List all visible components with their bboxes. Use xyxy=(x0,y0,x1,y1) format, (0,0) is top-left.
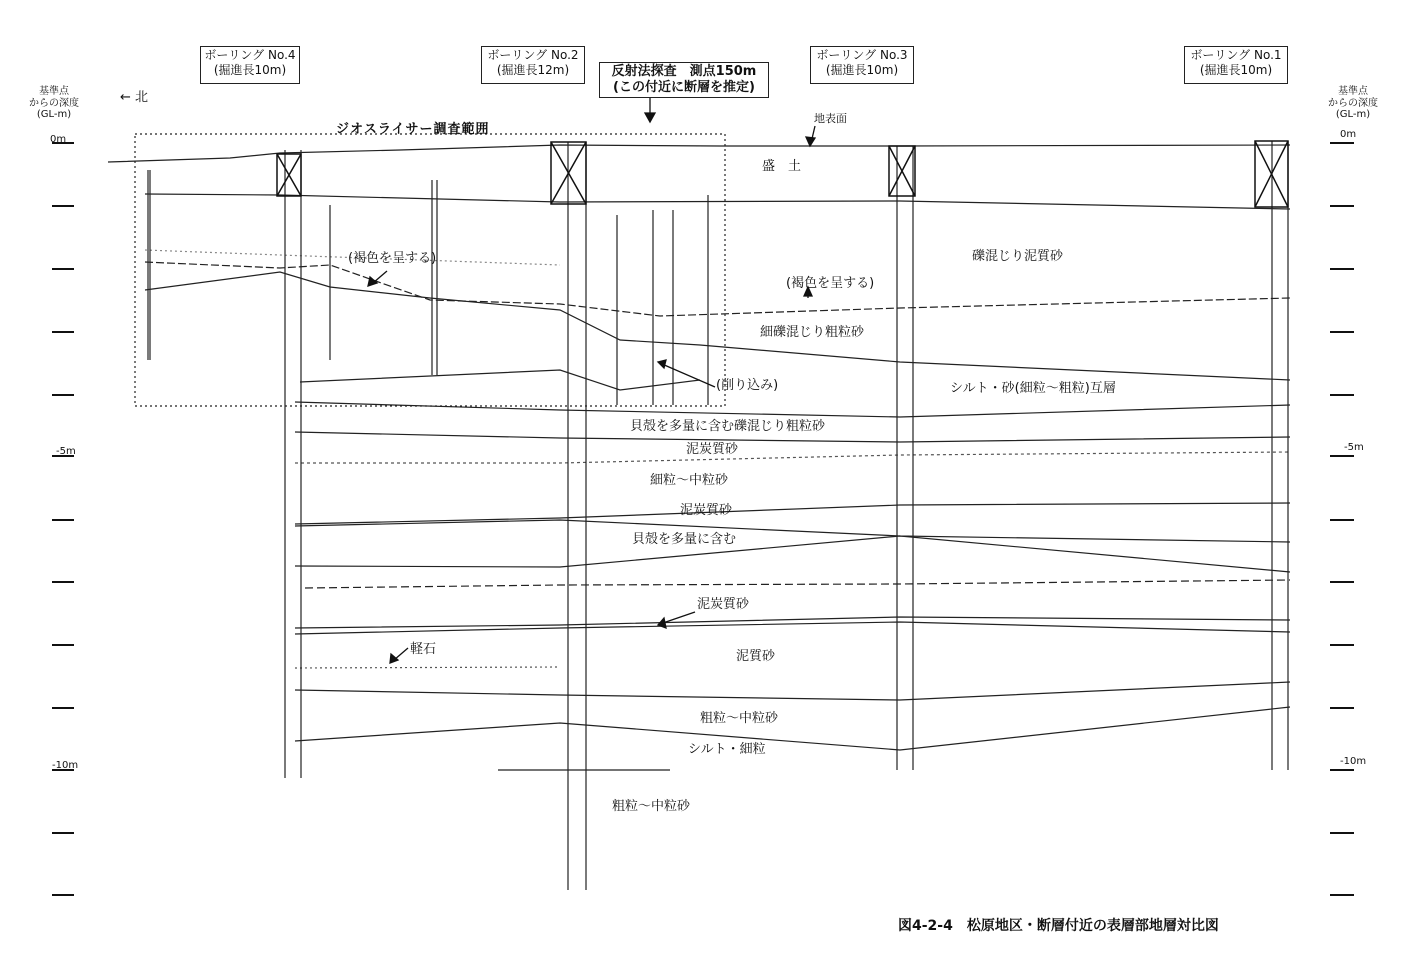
left-depth-title-2: からの深度 xyxy=(29,97,79,109)
layer-peaty-sand-3: 泥炭質砂 xyxy=(697,597,750,612)
layer-muddy-sand: 泥質砂 xyxy=(736,649,776,664)
bh3-column xyxy=(897,146,913,770)
borehole-no4-name: ボーリング No.4 xyxy=(204,48,296,62)
layer-pumice: 軽石 xyxy=(410,642,437,657)
layer-fine-medium-sand: 細粒～中粒砂 xyxy=(650,473,729,488)
seismic-survey-line2: (この付近に断層を推定) xyxy=(613,80,755,96)
borehole-no2-header xyxy=(481,46,585,84)
right-depth-title-3: (GL-m) xyxy=(1335,109,1371,120)
borehole-no3-length: (掘進長10m) xyxy=(825,63,899,77)
layer-shell-rich: 貝殻を多量に含む xyxy=(632,532,737,547)
figure-title: 図4-2-4 松原地区・断層付近の表層部地層対比図 xyxy=(898,918,1219,934)
layer-peaty-sand-1: 泥炭質砂 xyxy=(686,442,739,457)
right-depth-title xyxy=(1310,86,1396,121)
borehole-no2-length: (掘進長12m) xyxy=(496,63,570,77)
borehole-no2-name: ボーリング No.2 xyxy=(487,48,579,62)
seismic-survey-line1: 反射法探査 測点150m xyxy=(611,64,757,79)
layer-fill: 盛 土 xyxy=(762,159,802,174)
bh1-column xyxy=(1272,141,1288,770)
right-depth-title-1: 基準点 xyxy=(1338,86,1368,97)
left-depth-title xyxy=(18,86,90,121)
layer-coarse-medium-sand-2: 粗粒～中粒砂 xyxy=(612,799,691,814)
seismic-survey-box xyxy=(599,62,769,98)
borehole-no3-header xyxy=(810,46,914,84)
borehole-no1-length: (掘進長10m) xyxy=(1199,63,1273,77)
left-depth-5m: -5m xyxy=(56,446,76,457)
layer-silt-fine: シルト・細粒 xyxy=(688,742,766,757)
layer-peaty-sand-2: 泥炭質砂 xyxy=(680,503,733,518)
borehole-no3-name: ボーリング No.3 xyxy=(816,48,908,62)
layer-shell-gravel-sand: 貝殻を多量に含む礫混じり粗粒砂 xyxy=(630,419,826,434)
left-depth-10m: -10m xyxy=(52,760,79,771)
survey-area-label: ジオスライサー調査範囲 xyxy=(336,122,490,137)
right-depth-0m: 0m xyxy=(1340,129,1357,140)
borehole-no1-header xyxy=(1184,46,1288,84)
layer-brown-2: (褐色を呈する) xyxy=(786,276,875,291)
layer-silt-sand-alternation: シルト・砂(細粒～粗粒)互層 xyxy=(950,381,1116,396)
left-depth-0m: 0m xyxy=(50,134,67,145)
geoslicer-survey-area xyxy=(135,134,725,406)
ground-surface-label: 地表面 xyxy=(814,112,847,125)
layer-coarse-medium-sand-1: 粗粒～中粒砂 xyxy=(700,711,779,726)
right-depth-5m: -5m xyxy=(1344,442,1364,453)
borehole-no4-length: (掘進長10m) xyxy=(213,63,287,77)
brown-boundary xyxy=(145,262,1290,316)
layer-brown-1: (褐色を呈する) xyxy=(348,251,437,266)
borehole-no4-header xyxy=(200,46,300,84)
bh4-column xyxy=(285,150,301,778)
right-depth-title-2: からの深度 xyxy=(1328,97,1378,109)
layer-gravelly-muddy-sand: 礫混じり泥質砂 xyxy=(972,249,1064,264)
right-depth-10m: -10m xyxy=(1340,756,1367,767)
layer-erosion: (削り込み) xyxy=(716,378,779,393)
borehole-no1-name: ボーリング No.1 xyxy=(1190,48,1282,62)
left-depth-title-3: (GL-m) xyxy=(36,109,72,120)
bh2-column xyxy=(568,142,586,890)
left-depth-title-1: 基準点 xyxy=(39,86,69,97)
layer-fine-gravel-coarse-sand: 細礫混じり粗粒砂 xyxy=(760,325,865,340)
north-label: ← 北 xyxy=(120,90,149,105)
